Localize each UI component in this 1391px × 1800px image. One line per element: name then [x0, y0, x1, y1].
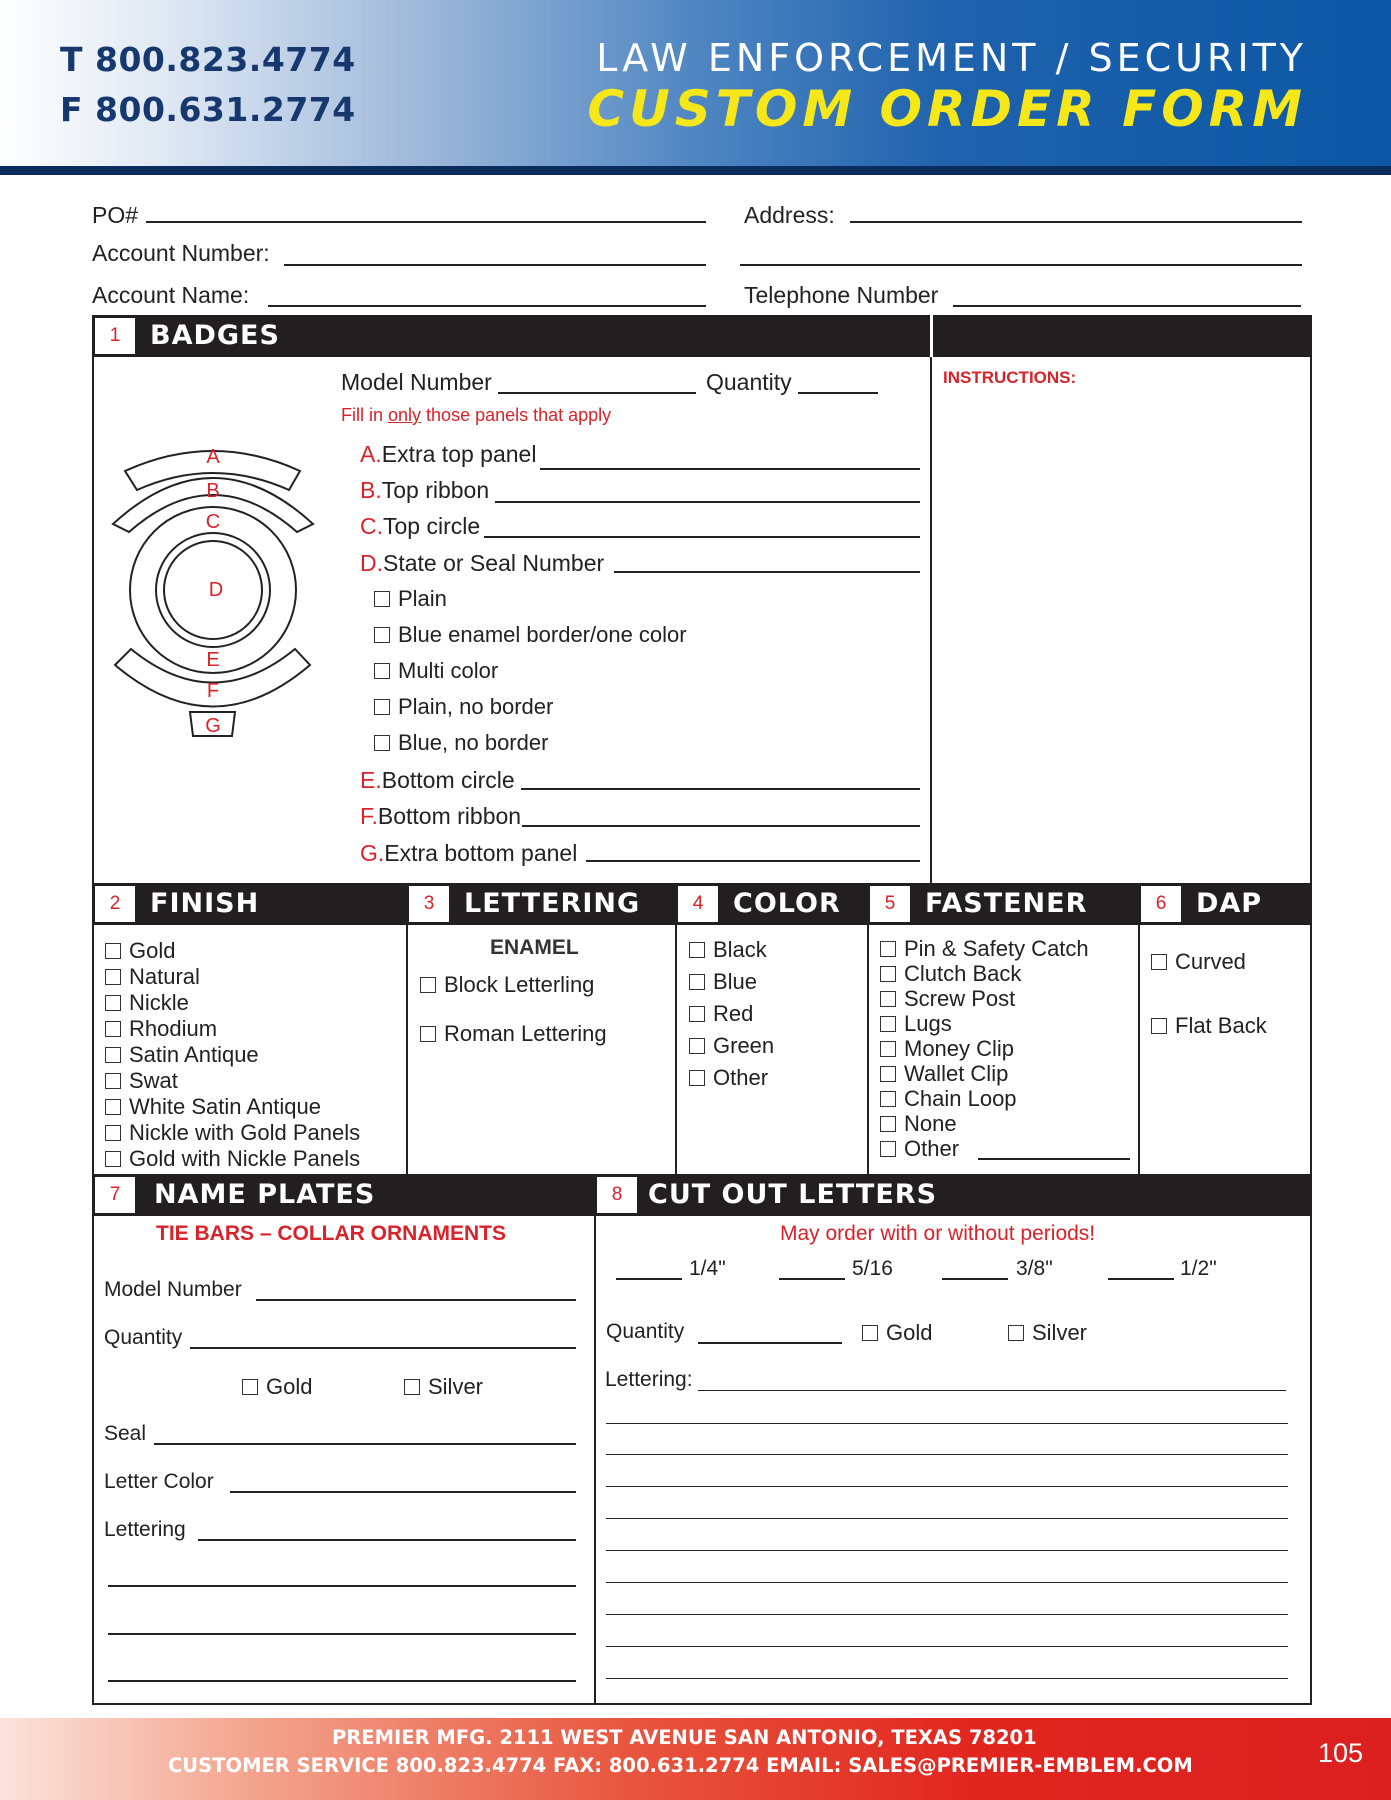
letters-lettering-line[interactable]: [606, 1614, 1288, 1615]
account-name-label: Account Name:: [92, 282, 250, 308]
checkbox[interactable]: [862, 1325, 878, 1341]
po-label: PO#: [92, 202, 139, 228]
section-number: 6: [1141, 886, 1181, 922]
name-plates-subtitle: TIE BARS – COLLAR ORNAMENTS: [156, 1222, 507, 1245]
plate-model-label: Model Number: [104, 1278, 242, 1301]
fastener-option[interactable]: Clutch Back: [880, 961, 1021, 987]
seal-option[interactable]: Blue, no border: [374, 730, 548, 756]
panel-f-row: F.Bottom ribbon: [360, 803, 522, 829]
plate-seal-field[interactable]: [154, 1443, 576, 1445]
footer-address: PREMIER MFG. 2111 WEST AVENUE SAN ANTONIO, TEXAS 78201: [332, 1726, 1037, 1749]
panel-a-row: A.Extra top panel: [360, 441, 537, 467]
checkbox[interactable]: [880, 941, 896, 957]
section-title: BADGES: [150, 320, 280, 351]
panel-b-row: B.Top ribbon: [360, 477, 490, 503]
telephone-field[interactable]: [953, 305, 1301, 307]
checkbox[interactable]: [1008, 1325, 1024, 1341]
checkbox[interactable]: [689, 1006, 705, 1022]
letters-silver-option[interactable]: Silver: [1008, 1320, 1087, 1346]
checkbox[interactable]: [689, 974, 705, 990]
diagram-letter-c: C: [205, 511, 221, 533]
panel-d-field[interactable]: [614, 571, 920, 573]
fastener-option[interactable]: Chain Loop: [880, 1086, 1017, 1112]
diagram-letter-d: D: [208, 579, 224, 601]
finish-header: [92, 883, 404, 925]
checkbox[interactable]: [105, 1125, 121, 1141]
badge-model-field[interactable]: [498, 392, 696, 394]
badges-header-bar: [92, 315, 1312, 357]
checkbox[interactable]: [880, 1091, 896, 1107]
panel-c-row: C.Top circle: [360, 513, 481, 539]
plate-lettering-label: Lettering: [104, 1518, 186, 1541]
checkbox[interactable]: [404, 1379, 420, 1395]
panel-g-field[interactable]: [586, 860, 920, 862]
section-title: LETTERING: [464, 888, 641, 919]
checkbox[interactable]: [374, 627, 390, 643]
letters-gold-option[interactable]: Gold: [862, 1320, 932, 1346]
checkbox[interactable]: [689, 1038, 705, 1054]
section-number: 1: [95, 318, 135, 354]
finish-option[interactable]: Rhodium: [105, 1016, 217, 1042]
instructions-label: INSTRUCTIONS:: [943, 368, 1077, 387]
account-number-label: Account Number:: [92, 240, 270, 266]
checkbox[interactable]: [105, 1099, 121, 1115]
column-divider: [1138, 883, 1140, 1176]
plates-letters-section: [92, 1174, 1312, 1705]
color-option[interactable]: Other: [689, 1065, 768, 1091]
fastener-option[interactable]: Pin & Safety Catch: [880, 936, 1089, 962]
fastener-option[interactable]: Screw Post: [880, 986, 1015, 1012]
section-title: FINISH: [150, 888, 260, 919]
panel-a-field[interactable]: [540, 468, 920, 470]
form-title-line2: CUSTOM ORDER FORM: [587, 80, 1307, 138]
letters-lettering-line[interactable]: [606, 1646, 1288, 1647]
address-field-1[interactable]: [850, 221, 1302, 223]
checkbox[interactable]: [105, 1151, 121, 1167]
panel-b-field[interactable]: [495, 501, 920, 503]
letters-lettering-line[interactable]: [606, 1423, 1288, 1424]
periods-note: May order with or without periods!: [780, 1222, 1096, 1245]
address-label: Address:: [744, 202, 835, 228]
checkbox[interactable]: [880, 991, 896, 1007]
plate-lettering-line[interactable]: [108, 1680, 576, 1682]
checkbox[interactable]: [242, 1379, 258, 1395]
checkbox[interactable]: [105, 943, 121, 959]
checkbox[interactable]: [420, 1026, 436, 1042]
address-field-2[interactable]: [740, 264, 1302, 266]
panel-d-row: D.State or Seal Number: [360, 550, 605, 576]
letters-quantity-label: Quantity: [606, 1320, 685, 1343]
seal-option[interactable]: Plain: [374, 586, 447, 612]
checkbox[interactable]: [105, 1047, 121, 1063]
finish-option[interactable]: Swat: [105, 1068, 178, 1094]
fastener-option[interactable]: Lugs: [880, 1011, 952, 1037]
letters-lettering-label: Lettering:: [605, 1368, 693, 1391]
checkbox[interactable]: [374, 591, 390, 607]
column-divider: [675, 883, 677, 1176]
color-option[interactable]: Black: [689, 937, 767, 963]
section-number: 8: [597, 1177, 637, 1213]
color-option[interactable]: Green: [689, 1033, 774, 1059]
section-number: 5: [870, 886, 910, 922]
seal-option[interactable]: Plain, no border: [374, 694, 553, 720]
checkbox[interactable]: [105, 1073, 121, 1089]
badge-diagram: [105, 436, 320, 746]
diagram-letter-g: G: [205, 715, 221, 737]
panel-e-field[interactable]: [521, 788, 920, 790]
po-field[interactable]: [146, 221, 706, 223]
size-label: 5/16: [852, 1257, 893, 1280]
letters-lettering-line[interactable]: [606, 1678, 1288, 1679]
plate-lettering-line[interactable]: [108, 1585, 576, 1587]
seal-option[interactable]: Blue enamel border/one color: [374, 622, 687, 648]
checkbox[interactable]: [880, 1141, 896, 1157]
column-divider: [594, 1174, 596, 1705]
checkbox[interactable]: [880, 966, 896, 982]
finish-option[interactable]: Nickle: [105, 990, 189, 1016]
checkbox[interactable]: [880, 1041, 896, 1057]
letters-quantity-field[interactable]: [698, 1342, 842, 1344]
plate-lettering-field[interactable]: [198, 1539, 576, 1541]
color-option[interactable]: Red: [689, 1001, 753, 1027]
header-rule: [0, 166, 1391, 175]
panel-g-row: G.Extra bottom panel: [360, 840, 578, 866]
size-quantity-field[interactable]: [942, 1278, 1008, 1280]
account-name-field[interactable]: [268, 305, 706, 307]
checkbox[interactable]: [105, 1021, 121, 1037]
telephone-label: Telephone Number: [744, 282, 939, 308]
letters-lettering-field[interactable]: [698, 1390, 1286, 1391]
section-title: DAP: [1196, 888, 1263, 919]
badge-quantity-field[interactable]: [798, 392, 878, 394]
checkbox[interactable]: [374, 699, 390, 715]
fastener-header: [867, 883, 1138, 925]
section-number: 4: [678, 886, 718, 922]
panel-f-field[interactable]: [522, 825, 920, 827]
fastener-option[interactable]: None: [880, 1111, 957, 1137]
panel-c-field[interactable]: [484, 536, 920, 538]
checkbox[interactable]: [880, 1016, 896, 1032]
finish-option[interactable]: Gold with Nickle Panels: [105, 1146, 360, 1172]
page-number: 105: [1318, 1738, 1364, 1768]
checkbox[interactable]: [374, 663, 390, 679]
finish-option[interactable]: Natural: [105, 964, 200, 990]
lettering-option[interactable]: Block Letterling: [420, 972, 594, 998]
finish-option[interactable]: Satin Antique: [105, 1042, 259, 1068]
section-title: COLOR: [733, 888, 841, 919]
color-header: [675, 883, 867, 925]
diagram-letter-e: E: [206, 649, 220, 671]
enamel-subheading: ENAMEL: [490, 936, 579, 959]
cut-out-header: [594, 1174, 1312, 1216]
size-quantity-field[interactable]: [1108, 1278, 1174, 1280]
badge-quantity-label: Quantity: [706, 369, 792, 395]
section-title: NAME PLATES: [154, 1179, 376, 1210]
plate-quantity-label: Quantity: [104, 1326, 183, 1349]
checkbox[interactable]: [105, 995, 121, 1011]
fastener-option[interactable]: Other: [880, 1136, 959, 1162]
account-number-field[interactable]: [284, 264, 706, 266]
fastener-other-field[interactable]: [978, 1158, 1130, 1160]
checkbox[interactable]: [1151, 1018, 1167, 1034]
footer-contact: CUSTOMER SERVICE 800.823.4774 FAX: 800.631.2774 EMAIL: SALES@PREMIER-EMBLEM.COM: [168, 1754, 1193, 1777]
size-quantity-field[interactable]: [779, 1278, 845, 1280]
panels-note: Fill in only those panels that apply: [341, 405, 612, 425]
section-number: 7: [95, 1177, 135, 1213]
section-number: 3: [409, 886, 449, 922]
diagram-letter-a: A: [206, 446, 220, 468]
size-label: 1/2": [1180, 1257, 1217, 1280]
plate-silver-option[interactable]: Silver: [404, 1374, 483, 1400]
plate-gold-option[interactable]: Gold: [242, 1374, 312, 1400]
diagram-letter-b: B: [206, 480, 220, 502]
checkbox[interactable]: [374, 735, 390, 751]
letters-lettering-line[interactable]: [606, 1518, 1288, 1519]
plate-lettering-line[interactable]: [108, 1633, 576, 1635]
checkbox[interactable]: [880, 1116, 896, 1132]
letters-lettering-line[interactable]: [606, 1454, 1288, 1455]
plate-quantity-field[interactable]: [190, 1347, 576, 1349]
plate-seal-label: Seal: [104, 1422, 147, 1445]
letters-lettering-line[interactable]: [606, 1550, 1288, 1551]
dap-header: [1138, 883, 1312, 925]
column-divider: [406, 883, 408, 1176]
fax-number: F 800.631.2774: [60, 90, 356, 129]
checkbox[interactable]: [420, 977, 436, 993]
letters-lettering-line[interactable]: [606, 1582, 1288, 1583]
checkbox[interactable]: [689, 1070, 705, 1086]
plate-letter-color-field[interactable]: [230, 1491, 576, 1493]
phone-number: T 800.823.4774: [60, 40, 356, 79]
instructions-area[interactable]: [943, 395, 1303, 875]
checkbox[interactable]: [689, 942, 705, 958]
dap-option[interactable]: Curved: [1151, 949, 1246, 975]
finish-option[interactable]: Nickle with Gold Panels: [105, 1120, 360, 1146]
size-label: 3/8": [1016, 1257, 1053, 1280]
color-option[interactable]: Blue: [689, 969, 757, 995]
checkbox[interactable]: [105, 969, 121, 985]
fastener-option[interactable]: Wallet Clip: [880, 1061, 1008, 1087]
finish-option[interactable]: White Satin Antique: [105, 1094, 321, 1120]
section-title: FASTENER: [925, 888, 1088, 919]
letters-lettering-line[interactable]: [606, 1486, 1288, 1487]
size-label: 1/4": [689, 1257, 726, 1280]
section-number: 2: [95, 886, 135, 922]
dap-option[interactable]: Flat Back: [1151, 1013, 1267, 1039]
diagram-letter-f: F: [206, 680, 220, 702]
instructions-divider: [930, 315, 932, 885]
form-title-line1: LAW ENFORCEMENT / SECURITY: [596, 36, 1307, 80]
checkbox[interactable]: [1151, 954, 1167, 970]
lettering-header: [406, 883, 675, 925]
header-divider: [930, 315, 933, 357]
seal-option[interactable]: Multi color: [374, 658, 498, 684]
plate-model-field[interactable]: [256, 1299, 576, 1301]
checkbox[interactable]: [880, 1066, 896, 1082]
name-plates-header: [92, 1174, 592, 1216]
section-title: CUT OUT LETTERS: [648, 1179, 938, 1210]
fastener-option[interactable]: Money Clip: [880, 1036, 1014, 1062]
badge-model-label: Model Number: [341, 369, 492, 395]
size-quantity-field[interactable]: [616, 1278, 682, 1280]
finish-option[interactable]: Gold: [105, 938, 175, 964]
panel-e-row: E.Bottom circle: [360, 767, 515, 793]
lettering-option[interactable]: Roman Lettering: [420, 1021, 607, 1047]
plate-letter-color-label: Letter Color: [104, 1470, 214, 1493]
column-divider: [867, 883, 869, 1176]
